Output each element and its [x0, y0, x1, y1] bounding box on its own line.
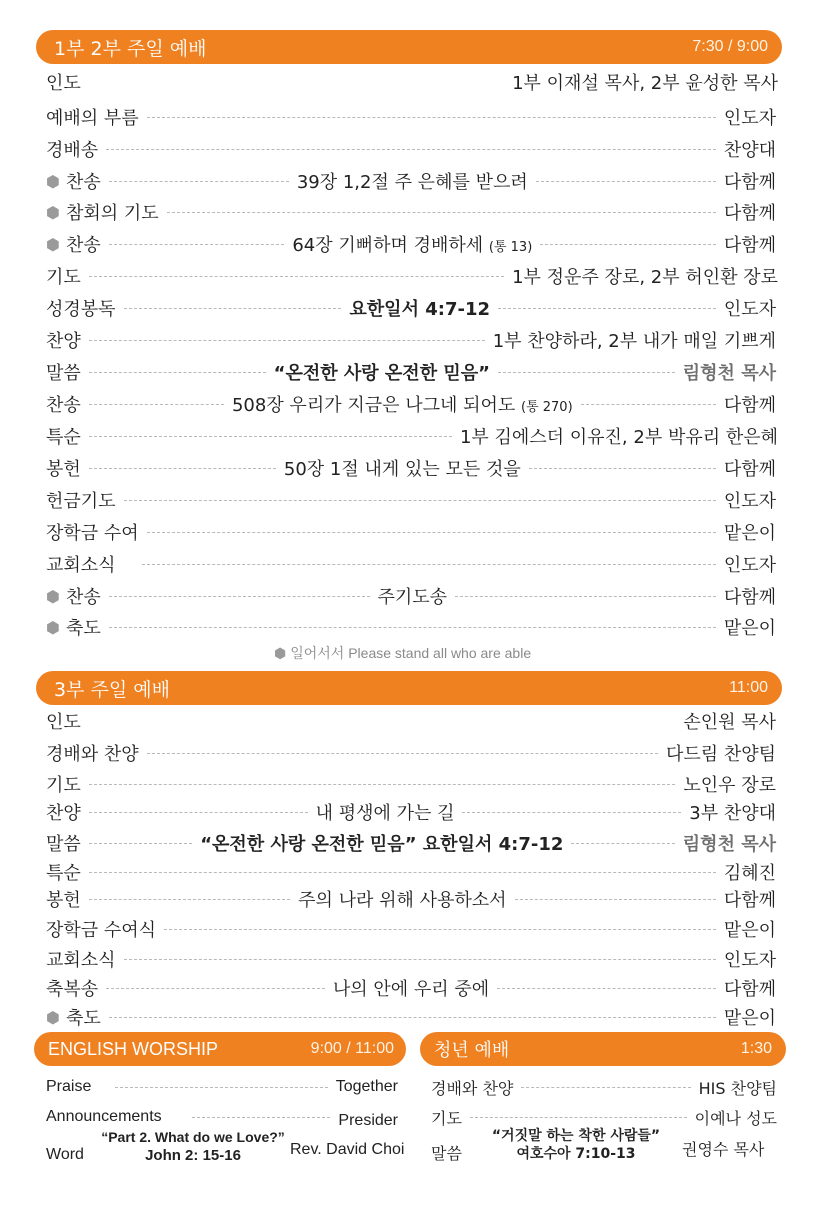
dotted-leader [109, 627, 716, 628]
dotted-leader [164, 929, 716, 930]
s2-row-choir [46, 799, 776, 825]
row-label: 장학금 수여 [46, 523, 139, 544]
row-right: 1부 이재설 목사, 2부 윤성한 목사 [512, 73, 778, 94]
s1-row-scripture [46, 295, 776, 321]
dotted-leader [147, 753, 658, 754]
row-label: 참회의 기도 [65, 203, 159, 224]
row-label: 교회소식 [46, 950, 116, 971]
row-right: 다함께 [723, 979, 776, 1000]
english-preacher [290, 1138, 404, 1162]
row-label: 찬송 [65, 172, 101, 193]
row-right: HIS 찬양팀 [698, 1078, 777, 1098]
row-right: 찬양대 [723, 140, 776, 161]
s1-row-hymn3 [46, 391, 776, 417]
s1-row-offering-prayer [46, 487, 776, 513]
dotted-leader [89, 872, 716, 873]
row-middle: 50장 1절 내게 있는 모든 것을 [283, 459, 521, 480]
dotted-leader [109, 596, 370, 597]
dotted-leader [124, 308, 342, 309]
row-middle: 39장 1,2절 주 은혜를 받으려 [296, 172, 528, 193]
row-label: 축도 [65, 618, 101, 639]
hexagon-icon: ⬢ [274, 645, 287, 661]
row-right: 3부 찬양대 [689, 803, 776, 824]
dotted-leader [106, 149, 716, 150]
row-middle: 주기도송 [377, 587, 448, 608]
s1-row-call [46, 104, 776, 130]
dotted-leader [498, 372, 675, 373]
s1-row-sermon [46, 359, 776, 385]
row-right: 손인원 목사 [683, 712, 776, 733]
row-label: 봉헌 [46, 890, 81, 911]
dotted-leader [581, 404, 716, 405]
youth-row-word [431, 1140, 462, 1164]
dotted-leader [115, 1087, 327, 1088]
dotted-leader [109, 1017, 716, 1018]
row-right: 1부 찬양하라, 2부 내가 매일 기쁘게 [492, 331, 776, 352]
dotted-leader [89, 843, 192, 844]
youth-sermon [478, 1127, 674, 1163]
row-label: 인도 [46, 712, 81, 733]
s1-row-offering [46, 455, 776, 481]
row-middle: 내 평생에 가는 길 [315, 803, 455, 824]
row-label: 찬양 [46, 803, 81, 824]
dotted-leader [89, 899, 290, 900]
stand-note: ⬢ 일어서서 Please stand all who are able [274, 645, 532, 661]
youth-row-prayer [431, 1105, 777, 1129]
row-label: 교회소식 [46, 555, 116, 576]
row-label: 축복송 [46, 979, 99, 1000]
s2-row-scholarship [46, 916, 776, 942]
hexagon-icon: ⬢ [46, 617, 60, 637]
dotted-leader [89, 340, 485, 341]
s1-row-confession [46, 199, 776, 225]
s1-row-benediction [46, 614, 776, 640]
old-hymn-number: (통 13) [488, 240, 533, 255]
s1-row-choir [46, 327, 776, 353]
row-label: 헌금기도 [46, 491, 116, 512]
hexagon-icon: ⬢ [46, 171, 60, 191]
english-time: 9:00 / 11:00 [310, 1040, 394, 1057]
s2-row-offering [46, 886, 776, 912]
dotted-leader [192, 1117, 331, 1118]
s2-row-special [46, 859, 776, 885]
row-label: 봉헌 [46, 459, 81, 480]
dotted-leader [89, 812, 308, 813]
row-right: 맡은이 [723, 1008, 776, 1029]
s1-row-intro [46, 69, 778, 95]
row-right: 맡은이 [723, 523, 776, 544]
row-right: 인도자 [723, 950, 776, 971]
dotted-leader [124, 959, 716, 960]
english-sermon [100, 1128, 286, 1166]
dotted-leader [571, 843, 674, 844]
dotted-leader [515, 899, 716, 900]
dotted-leader [109, 181, 289, 182]
section1-title: 1부 2부 주일 예배 [54, 37, 207, 60]
row-label: 말씀 [46, 363, 81, 384]
row-right: 권영수 목사 [682, 1139, 765, 1159]
section2-title: 3부 주일 예배 [54, 678, 170, 701]
s2-row-news [46, 946, 776, 972]
youth-preacher [682, 1136, 764, 1160]
row-right: 인도자 [723, 299, 777, 320]
preacher-name: 림형천 목사 [682, 834, 777, 855]
row-label: 장학금 수여식 [46, 920, 157, 941]
row-label: 찬양 [46, 331, 81, 352]
row-right: 다함께 [723, 235, 777, 256]
s2-row-blessing-song [46, 975, 776, 1001]
s1-row-special [46, 423, 778, 449]
dotted-leader [529, 468, 716, 469]
hexagon-icon: ⬢ [46, 586, 60, 606]
row-right: 다함께 [723, 172, 776, 193]
english-header [34, 1032, 406, 1066]
dotted-leader [167, 212, 716, 213]
sermon-reference: John 2: 15-16 [145, 1147, 241, 1165]
row-label: 예배의 부름 [46, 108, 139, 129]
row-label: 말씀 [431, 1143, 462, 1163]
youth-row-worship [431, 1075, 777, 1099]
english-title: ENGLISH WORSHIP [48, 1038, 219, 1059]
row-right: 다함께 [723, 587, 777, 608]
row-right: 다함께 [723, 459, 776, 480]
s1-row-hymn1 [46, 168, 776, 194]
row-right: 다함께 [723, 890, 777, 911]
row-right: 맡은이 [723, 618, 776, 639]
dotted-leader [462, 812, 681, 813]
hexagon-icon: ⬢ [46, 202, 60, 222]
sermon-title: “거짓말 하는 착한 사람들” [491, 1128, 661, 1144]
dotted-leader [109, 244, 285, 245]
row-right: 1부 김에스더 이유진, 2부 박유리 한은혜 [459, 427, 778, 448]
dotted-leader [455, 596, 716, 597]
sermon-reference: 여호수아 7:10-13 [516, 1146, 636, 1163]
row-label: 기도 [431, 1108, 462, 1128]
row-label: 축도 [65, 1008, 101, 1029]
dotted-leader [521, 1087, 690, 1088]
row-label: 경배송 [46, 140, 99, 161]
row-right: Rev. David Choi [290, 1141, 405, 1158]
section2-header [36, 671, 782, 705]
dotted-leader [536, 181, 716, 182]
row-right: 맡은이 [723, 920, 776, 941]
row-label: Word [46, 1146, 84, 1163]
dotted-leader [124, 500, 716, 501]
row-label: Announcements [46, 1108, 162, 1125]
s1-row-lords-prayer [46, 583, 776, 609]
row-label: 찬송 [65, 587, 101, 608]
row-label: 말씀 [46, 834, 81, 855]
dotted-leader [470, 1117, 687, 1118]
section1-time: 7:30 / 9:00 [692, 38, 768, 55]
dotted-leader [147, 117, 716, 118]
row-label: 기도 [46, 775, 81, 796]
row-right: 인도자 [723, 491, 776, 512]
row-label: 기도 [46, 267, 81, 288]
dotted-leader [498, 308, 716, 309]
row-label: 찬송 [46, 395, 81, 416]
s2-row-prayer [46, 771, 776, 797]
row-label: 인도 [46, 73, 81, 94]
row-middle: 요한일서 4:7-12 [349, 299, 490, 320]
row-right: Presider [338, 1112, 398, 1129]
row-label: 경배와 찬양 [46, 744, 139, 765]
s2-row-sermon [46, 830, 776, 856]
section2-time: 11:00 [729, 679, 768, 696]
s1-row-hymn2 [46, 231, 776, 257]
row-right: 다함께 [723, 203, 776, 224]
row-right: 다함께 [723, 395, 777, 416]
youth-title: 청년 예배 [434, 1040, 510, 1061]
row-middle: 나의 안에 우리 중에 [332, 979, 490, 1000]
english-row-praise [46, 1075, 398, 1099]
dotted-leader [106, 988, 325, 989]
dotted-leader [497, 988, 716, 989]
dotted-leader [89, 404, 224, 405]
row-label: 경배와 찬양 [431, 1078, 514, 1098]
s1-row-scholarship [46, 519, 776, 545]
row-right: 다드림 찬양팀 [665, 744, 776, 765]
row-middle: 508장 우리가 지금은 나그네 되어도 (통 270) [231, 395, 573, 416]
dotted-leader [540, 244, 716, 245]
hexagon-icon: ⬢ [46, 1007, 60, 1027]
row-right: 노인우 장로 [683, 775, 776, 796]
dotted-leader [142, 564, 716, 565]
sermon-title: “Part 2. What do we Love?” [101, 1129, 285, 1145]
row-right: 이예나 성도 [694, 1108, 777, 1128]
youth-header [420, 1032, 786, 1066]
preacher-name: 림형천 목사 [682, 363, 776, 384]
hexagon-icon: ⬢ [46, 234, 60, 254]
s1-row-prayer [46, 263, 778, 289]
s2-row-intro [46, 708, 776, 734]
row-label: 찬송 [65, 235, 101, 256]
row-right: 인도자 [723, 108, 776, 129]
dotted-leader [89, 436, 452, 437]
row-label: 특순 [46, 863, 81, 884]
s2-row-worship [46, 740, 776, 766]
row-middle: 주의 나라 위해 사용하소서 [298, 890, 507, 911]
dotted-leader [89, 784, 676, 785]
old-hymn-number: (통 270) [521, 400, 573, 415]
row-right: 김혜진 [723, 863, 776, 884]
section1-header [36, 30, 782, 64]
row-right: 1부 정운주 장로, 2부 허인환 장로 [512, 267, 778, 288]
sermon-title: “온전한 사랑 온전한 믿음” [273, 363, 490, 384]
dotted-leader [89, 468, 276, 469]
english-row-announcements [46, 1105, 398, 1129]
row-label: Praise [46, 1078, 92, 1095]
row-middle: 64장 기뻐하며 경배하세 (통 13) [292, 235, 533, 256]
dotted-leader [89, 372, 266, 373]
dotted-leader [147, 532, 716, 533]
row-right: 인도자 [723, 555, 776, 576]
row-right: Together [335, 1078, 398, 1095]
row-label: 특순 [46, 427, 81, 448]
youth-time: 1:30 [740, 1040, 772, 1057]
s2-row-benediction [46, 1004, 776, 1030]
dotted-leader [89, 276, 504, 277]
s1-row-news [46, 551, 776, 577]
sermon-title: “온전한 사랑 온전한 믿음” 요한일서 4:7-12 [200, 834, 564, 855]
s1-row-praise-song [46, 136, 776, 162]
row-label: 성경봉독 [46, 299, 116, 320]
